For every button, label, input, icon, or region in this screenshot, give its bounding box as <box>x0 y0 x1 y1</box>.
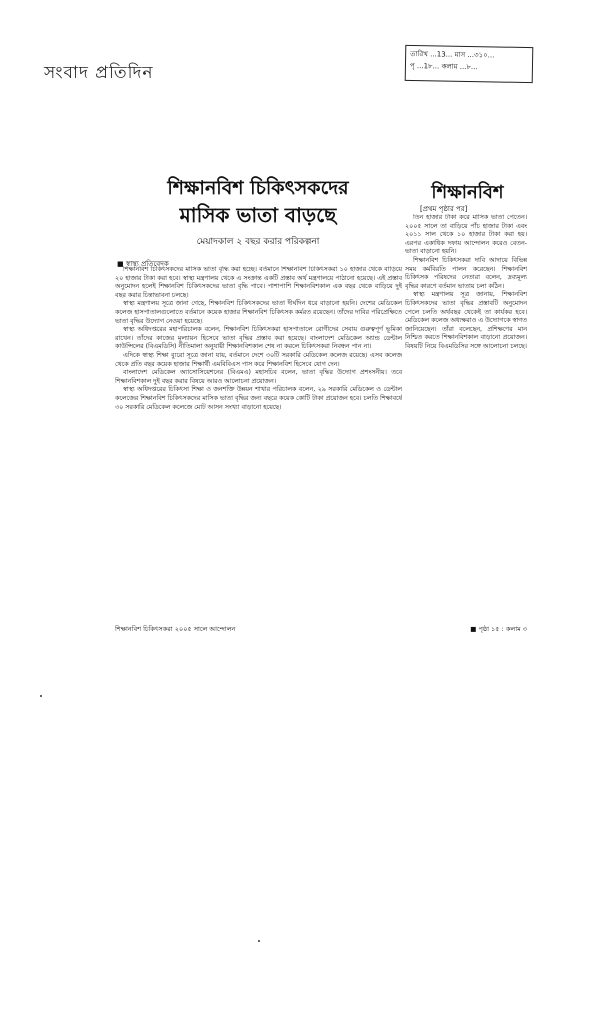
article-headline <box>118 176 398 249</box>
continuation-tag: [প্রথম পৃষ্ঠার পর] <box>420 205 468 213</box>
paragraph: এদিকে স্বাস্থ্য শিক্ষা ব্যুরো সূত্রে জানা যায়, বর্তমানে দেশে ৩০টি সরকারি মেডিকেল কলেজ রয়েছে। এসব কলেজ থেকে প্রতি বছর কয়েক হাজার শিক্ষার্থী এমবিবিএস পাস করে শিক্ষানবিশ হিসেবে যোগ দেন। <box>115 351 402 368</box>
article-footer <box>115 624 527 635</box>
paragraph: স্বাস্থ্য অধিদপ্তরের চিকিৎসা শিক্ষা ও জনশক্তি উন্নয়ন শাখার পরিচালক বলেন, ২৯ সরকারি মেডিকেল ও ডেন্টাল কলেজের শিক্ষানবিশ চিকিৎসকদের মাসিক ভাতা বৃদ্ধির জন্য বছরে কয়েক কোটি টাকা প্রয়োজন হবে। চলতি শিক্ষাবর্ষে ৩০ সরকারি মেডিকেল কলেজে মোট আসন সংখ্যা বাড়ানো হয়েছে। <box>115 386 402 411</box>
paragraph: স্বাস্থ্য মন্ত্রণালয় সূত্র জানায়, শিক্ষানবিশ চিকিৎসকদের ভাতা বৃদ্ধির প্রস্তাবটি অনুমোদন পেলে চলতি অর্থবছর থেকেই তা কার্যকর হবে। মেডিকেল কলেজ অধ্যক্ষরাও এ উদ্যোগকে স্বাগত জানিয়েছেন। তাঁরা বলেছেন, প্রশিক্ষণের মান নিশ্চিত করতে শিক্ষানবিশকাল বাড়ানো প্রয়োজন। বিষয়টি নিয়ে বিএমডিসির সঙ্গে আলোচনা চলছে। <box>405 291 527 350</box>
subheadline: মেয়াদকাল ২ বছর করার পরিকল্পনা <box>196 237 320 247</box>
byline: ■ স্বাস্থ্য প্রতিবেদক <box>117 260 169 268</box>
newspaper-masthead: সংবাদ প্রতিদিন <box>44 63 154 83</box>
paragraph: স্বাস্থ্য মন্ত্রণালয় সূত্রে জানা গেছে, শিক্ষানবিশ চিকিৎসকদের ভাতা দীর্ঘদিন ধরে বাড়ানো হয়নি। দেশের মেডিকেল কলেজ হাসপাতালগুলোতে বর্তমানে কয়েক হাজার শিক্ষানবিশ চিকিৎসক কর্মরত রয়েছেন। তাঁদের দাবির পরিপ্রেক্ষিতে ভাতা বৃদ্ধির উদ্যোগ নেওয়া হয়েছে। <box>115 300 402 325</box>
paragraph: শিক্ষানবিশ চিকিৎসকরা দাবি আদায়ে বিভিন্ন সময় কর্মবিরতি পালন করেছেন। শিক্ষানবিশ চিকিৎসক পরিষদের নেতারা বলেন, দ্রব্যমূল্য বৃদ্ধির কারণে বর্তমান ভাতায় চলা কঠিন। <box>405 256 527 290</box>
stamp-date-line: তারিখ ...13... মাস ...৩১০... <box>410 49 495 60</box>
headline-line-1: শিক্ষানবিশ চিকিৎসকদের <box>167 177 349 199</box>
paragraph: স্বাস্থ্য অধিদপ্তরের মহাপরিচালক বলেন, শিক্ষানবিশ চিকিৎসকরা হাসপাতালে রোগীদের সেবায় গুরুত্বপূর্ণ ভূমিকা রাখেন। তাঁদের কাজের মূল্যায়ন হিসেবে ভাতা বৃদ্ধির প্রস্তাব করা হয়েছে। বাংলাদেশ মেডিকেল অ্যান্ড ডেন্টাল কাউন্সিলের (বিএমডিসি) নীতিমালা অনুযায়ী শিক্ষানবিশকাল শেষ না করলে চিকিৎসকরা নিবন্ধন পান না। <box>115 326 402 351</box>
continued-on-page: ■ পৃষ্ঠা ১৫ : কলাম ৩ <box>470 625 527 633</box>
paragraph: তিন হাজার টাকা করে মাসিক ভাতা পেতেন। ২০০৫ সালে তা বাড়িয়ে পাঁচ হাজার টাকা এবং ২০১১ সাল থেকে ১০ হাজার টাকা করা হয়। এরপর একাধিক দফায় আন্দোলন করেও বেতন-ভাতা বাড়ানো হয়নি। <box>405 214 527 256</box>
continuation-body <box>405 214 527 498</box>
scan-speck <box>258 940 260 942</box>
footer-text: শিক্ষানবিশ চিকিৎসকরা ২০০৫ সালে আন্দোলন <box>115 625 236 633</box>
paragraph: বাংলাদেশ মেডিকেল অ্যাসোসিয়েশনের (বিএমএ) মহাসচিব বলেন, ভাতা বৃদ্ধির উদ্যোগ প্রশংসনীয়। তবে শিক্ষানবিশকাল দুই বছর করার বিষয়ে আরও আলোচনা প্রয়োজন। <box>115 369 402 385</box>
paragraph: শিক্ষানবিশ চিকিৎসকদের মাসিক ভাতা বৃদ্ধি করা হচ্ছে। বর্তমানে শিক্ষানবিশ চিকিৎসকরা ১০ হাজার থেকে বাড়িয়ে ২০ হাজার টাকা করা হবে। স্বাস্থ্য মন্ত্রণালয় থেকে এ সংক্রান্ত একটি প্রস্তাব অর্থ মন্ত্রণালয়ে পাঠানো হয়েছে। এই প্রস্তাব অনুমোদন হলেই শিক্ষানবিশ চিকিৎসকদের ভাতা বৃদ্ধি পাবে। পাশাপাশি শিক্ষানবিশকাল এক বছর থেকে বাড়িয়ে দুই বছর করার চিন্তাভাবনা চলছে। <box>115 266 402 299</box>
clipping-stamp <box>405 45 534 83</box>
continuation-heading: শিক্ষানবিশ <box>431 182 504 203</box>
article-body <box>115 266 402 624</box>
headline-line-2: মাসিক ভাতা বাড়ছে <box>179 203 337 227</box>
scan-speck <box>40 695 42 697</box>
stamp-page-line: পৃ ...1৮... কলাম ...৮... <box>409 61 478 72</box>
